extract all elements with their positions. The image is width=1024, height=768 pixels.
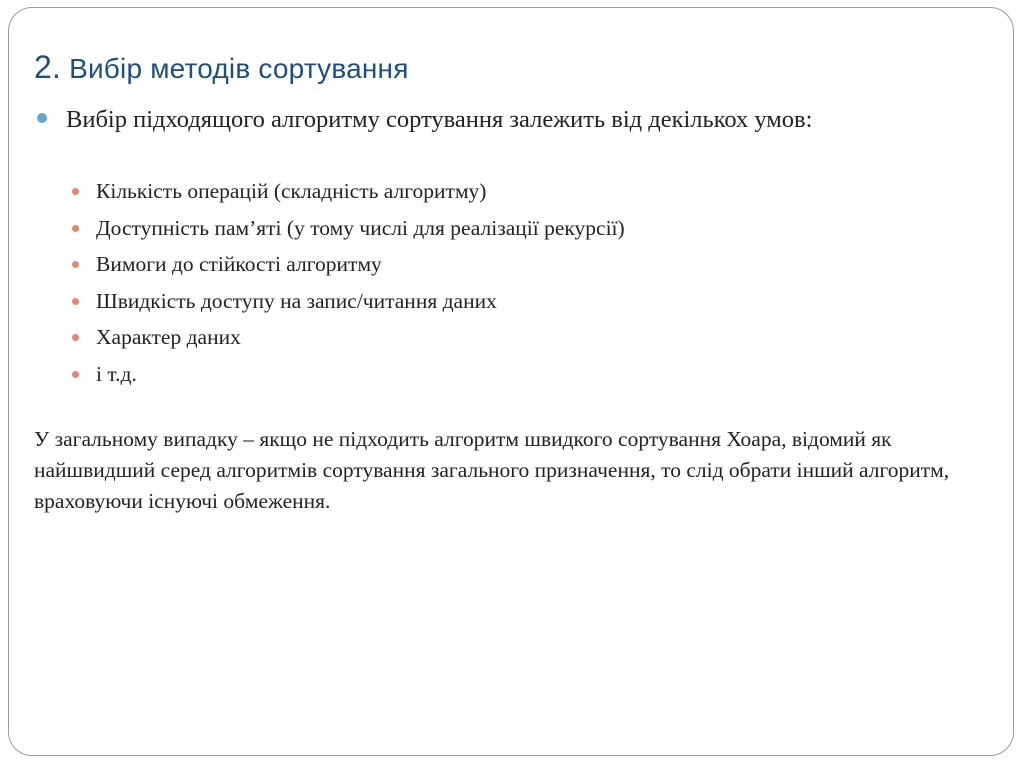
list-item bbox=[96, 210, 625, 247]
list-item-text: Характер даних bbox=[96, 325, 241, 350]
sub-bullet-list bbox=[96, 173, 625, 393]
list-item-text: Швидкість доступу на запис/читання даних bbox=[96, 288, 497, 313]
bullet-dot-icon bbox=[72, 225, 79, 232]
list-item bbox=[96, 319, 625, 356]
bullet-dot-icon bbox=[72, 188, 79, 195]
main-bullet-point: Вибір підходящого алгоритму сортування залежить від декількох умов: bbox=[66, 106, 813, 133]
list-item-text: Доступність пам’яті (у тому числі для реалізації рекурсії) bbox=[96, 215, 625, 240]
list-item-text: Кількість операцій (складність алгоритму) bbox=[96, 179, 487, 203]
slide-title bbox=[34, 49, 409, 86]
conclusion-paragraph: У загальному випадку – якщо не підходить алгоритм швидкого сортування Хоара, відомий як найшвидший серед алгоритмів сортування загального призначення, то слід обрати інший алгоритм, враховуючи існуючі обмеження. bbox=[34, 427, 950, 513]
list-item bbox=[96, 283, 625, 320]
list-item bbox=[96, 173, 625, 210]
list-item bbox=[96, 246, 625, 283]
slide-title-text: Вибір методів сортування bbox=[61, 53, 409, 84]
list-item bbox=[96, 356, 625, 393]
list-item-text: і т.д. bbox=[96, 361, 137, 386]
bullet-dot-icon bbox=[37, 113, 47, 123]
bullet-dot-icon bbox=[72, 371, 79, 378]
slide-title-number: 2. bbox=[34, 49, 62, 85]
bullet-dot-icon bbox=[72, 298, 79, 305]
list-item-text: Вимоги до стійкості алгоритму bbox=[96, 252, 382, 277]
